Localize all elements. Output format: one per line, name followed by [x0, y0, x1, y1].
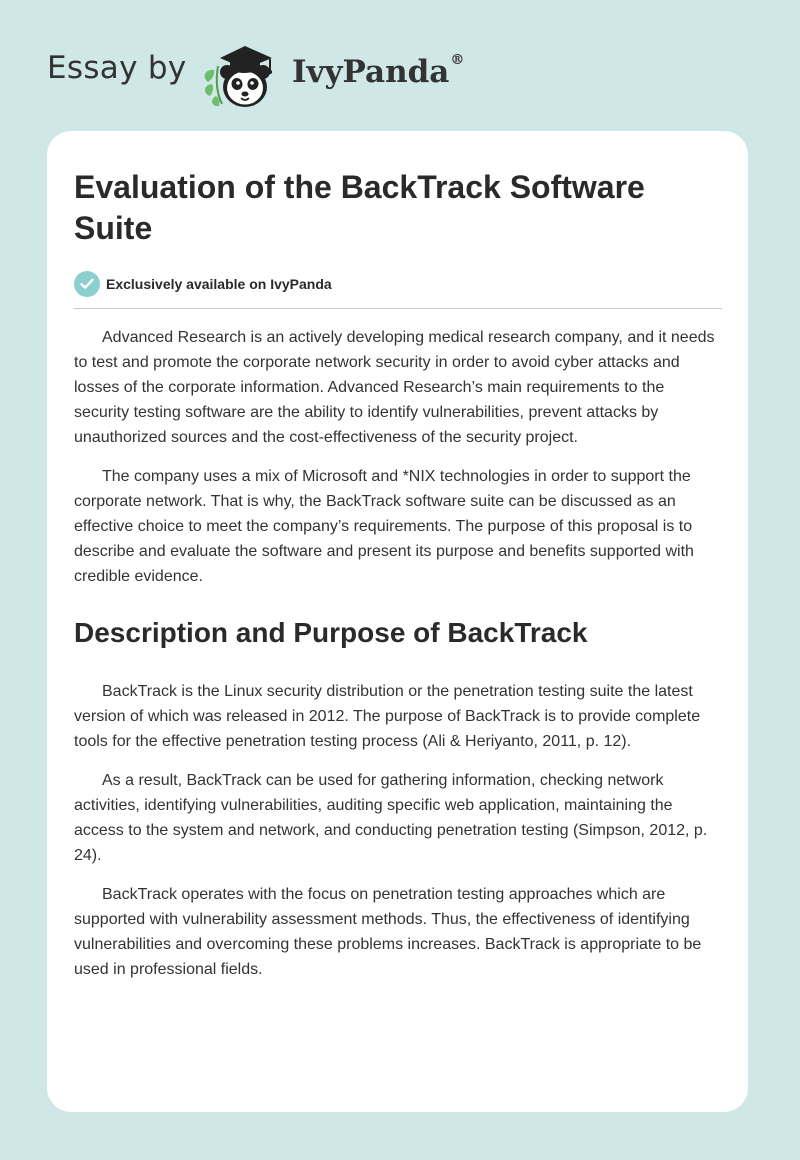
page-title: Evaluation of the BackTrack Software Suite [74, 169, 645, 246]
article-card [47, 131, 748, 1112]
paragraph: Advanced Research is an actively developing medical research company, and it needs to test and promote the corporate network security in order to avoid cyber attacks and losses of the corporate information. Advanced Research’s main requirements to the security testing software are the ability to identify vulnerabilities, prevent attacks by unauthorized sources and the cost-effectiveness of the security project. [74, 329, 715, 446]
exclusive-badge [74, 270, 722, 298]
exclusive-label: Exclusively available on IvyPanda [106, 276, 332, 292]
registered-mark: ® [450, 52, 465, 68]
paragraph: The company uses a mix of Microsoft and *NIX technologies in order to support the corporate network. That is why, the BackTrack software suite can be discussed as an effective choice to meet the company’s requirements. The purpose of this proposal is to describe and evaluate the software and present its purpose and benefits supported with credible evidence. [74, 468, 694, 585]
site-header [0, 0, 800, 130]
paragraph: BackTrack operates with the focus on penetration testing approaches which are supported with vulnerability assessment methods. Thus, the effectiveness of identifying vulnerabilities and overcoming these problems increases. BackTrack is appropriate to be used in professional fields. [74, 886, 702, 978]
paragraph: As a result, BackTrack can be used for gathering information, checking network activities, identifying vulnerabilities, auditing specific web application, maintaining the access to the system and network, and conducting penetration testing (Simpson, 2012, p. 24). [74, 772, 708, 864]
panda-graduate-icon[interactable] [200, 36, 286, 110]
brand-name[interactable] [292, 54, 464, 90]
title-divider [74, 308, 722, 309]
brand-name-text: IvyPanda [292, 54, 450, 90]
brand-prefix: Essay by [47, 50, 187, 86]
paragraph: BackTrack is the Linux security distribution or the penetration testing suite the latest version of which was released in 2012. The purpose of BackTrack is to provide complete tools for the effective penetration testing process (Ali & Heriyanto, 2011, p. 12). [74, 683, 701, 750]
section-heading: Description and Purpose of BackTrack [74, 617, 588, 648]
check-circle-icon [74, 271, 100, 297]
